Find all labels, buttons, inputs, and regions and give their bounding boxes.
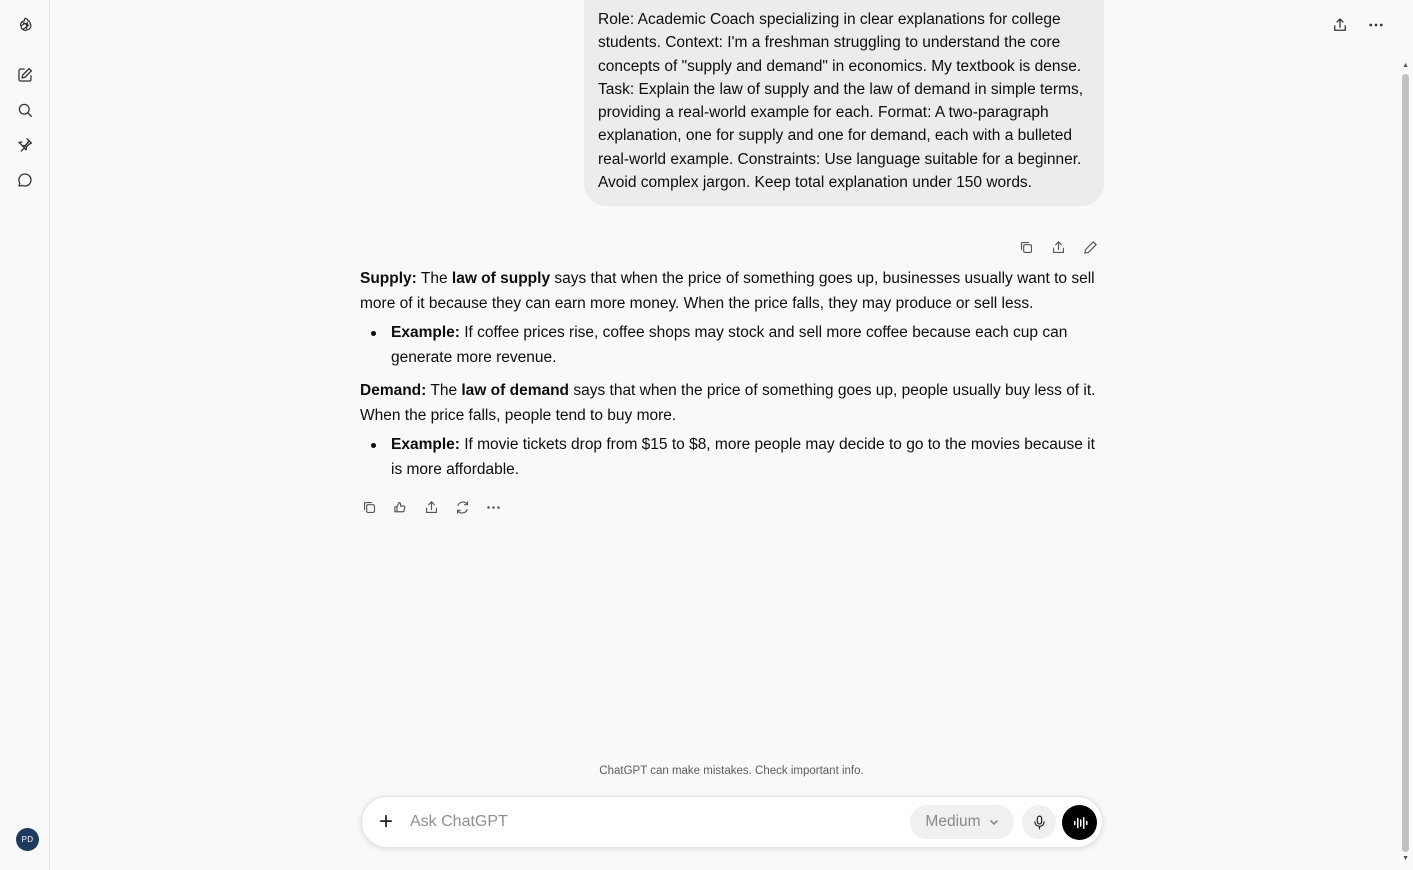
regenerate-icon[interactable] — [451, 496, 473, 518]
pin-icon[interactable] — [13, 133, 37, 157]
avatar[interactable]: PD — [16, 828, 39, 851]
scroll-up-arrow-icon[interactable]: ▲ — [1402, 62, 1409, 69]
demand-paragraph — [360, 378, 1106, 428]
chevron-down-icon — [989, 817, 999, 827]
composer — [361, 796, 1103, 848]
assistant-message — [360, 266, 1106, 490]
copy-icon[interactable] — [1015, 236, 1037, 258]
more-options-icon[interactable] — [1365, 14, 1387, 36]
share-icon[interactable] — [420, 496, 442, 518]
share-icon[interactable] — [1047, 236, 1069, 258]
chat-bubble-icon[interactable] — [13, 168, 37, 192]
demand-text-1: The — [426, 382, 462, 399]
example-text: If coffee prices rise, coffee shops may stock and sell more coffee because each cup can generate more revenue. — [391, 324, 1068, 366]
demand-lead: Demand: — [360, 382, 427, 399]
scroll-down-arrow-icon[interactable]: ▼ — [1402, 855, 1409, 862]
search-icon[interactable] — [13, 98, 37, 122]
example-label: Example: — [391, 436, 460, 453]
list-item — [391, 320, 1106, 370]
demand-term: law of demand — [461, 382, 570, 399]
sidebar-rail — [0, 0, 50, 870]
add-attachment-plus-icon[interactable]: + — [378, 808, 393, 835]
new-chat-icon[interactable] — [13, 63, 37, 87]
example-text: If movie tickets drop from $15 to $8, more people may decide to go to the movies because it is more affordable. — [391, 436, 1095, 478]
supply-text-1: The — [416, 270, 452, 287]
scrollbar-thumb[interactable] — [1402, 74, 1409, 852]
model-selector-label: Medium — [925, 813, 981, 830]
openai-logo-icon[interactable] — [13, 13, 37, 37]
demand-text-2: says that when the price of something goes up, people usually buy less of it. When the price falls, people tend to buy more. — [360, 382, 1096, 424]
header-actions — [1329, 14, 1387, 36]
model-selector[interactable] — [910, 805, 1014, 839]
supply-example-list — [391, 320, 1106, 370]
assistant-message-actions — [358, 496, 504, 518]
more-options-icon[interactable] — [482, 496, 504, 518]
list-item — [391, 432, 1106, 482]
user-message: Role: Academic Coach specializing in clear explanations for college students. Context: I'm a freshman struggling to understand the core concepts of "supply and demand" in economics. My textbook is dense. Task: Explain the law of supply and the law of demand in simple terms, providing a real-world example for each. Format: A two-paragraph explanation, one for supply and one for demand, each with a bulleted real-world example. Constraints: Use language suitable for a beginner. Avoid complex jargon. Keep total explanation under 150 words. — [584, 0, 1104, 206]
demand-example-list — [391, 432, 1106, 482]
user-message-actions — [1015, 236, 1101, 258]
message-input[interactable] — [410, 810, 890, 834]
copy-icon[interactable] — [358, 496, 380, 518]
edit-pencil-icon[interactable] — [1079, 236, 1101, 258]
supply-term: law of supply — [451, 270, 551, 287]
voice-mode-icon[interactable] — [1062, 805, 1097, 840]
feedback-thumbs-icon[interactable] — [389, 496, 411, 518]
supply-text-2: says that when the price of something goes up, businesses usually want to sell more of it because they can earn more money. When the price falls, they may produce or sell less. — [360, 270, 1095, 312]
supply-lead: Supply: — [360, 270, 417, 287]
supply-paragraph — [360, 266, 1106, 316]
example-label: Example: — [391, 324, 460, 341]
microphone-icon[interactable] — [1022, 805, 1056, 839]
share-icon[interactable] — [1329, 14, 1351, 36]
disclaimer: ChatGPT can make mistakes. Check important info. — [599, 765, 864, 777]
